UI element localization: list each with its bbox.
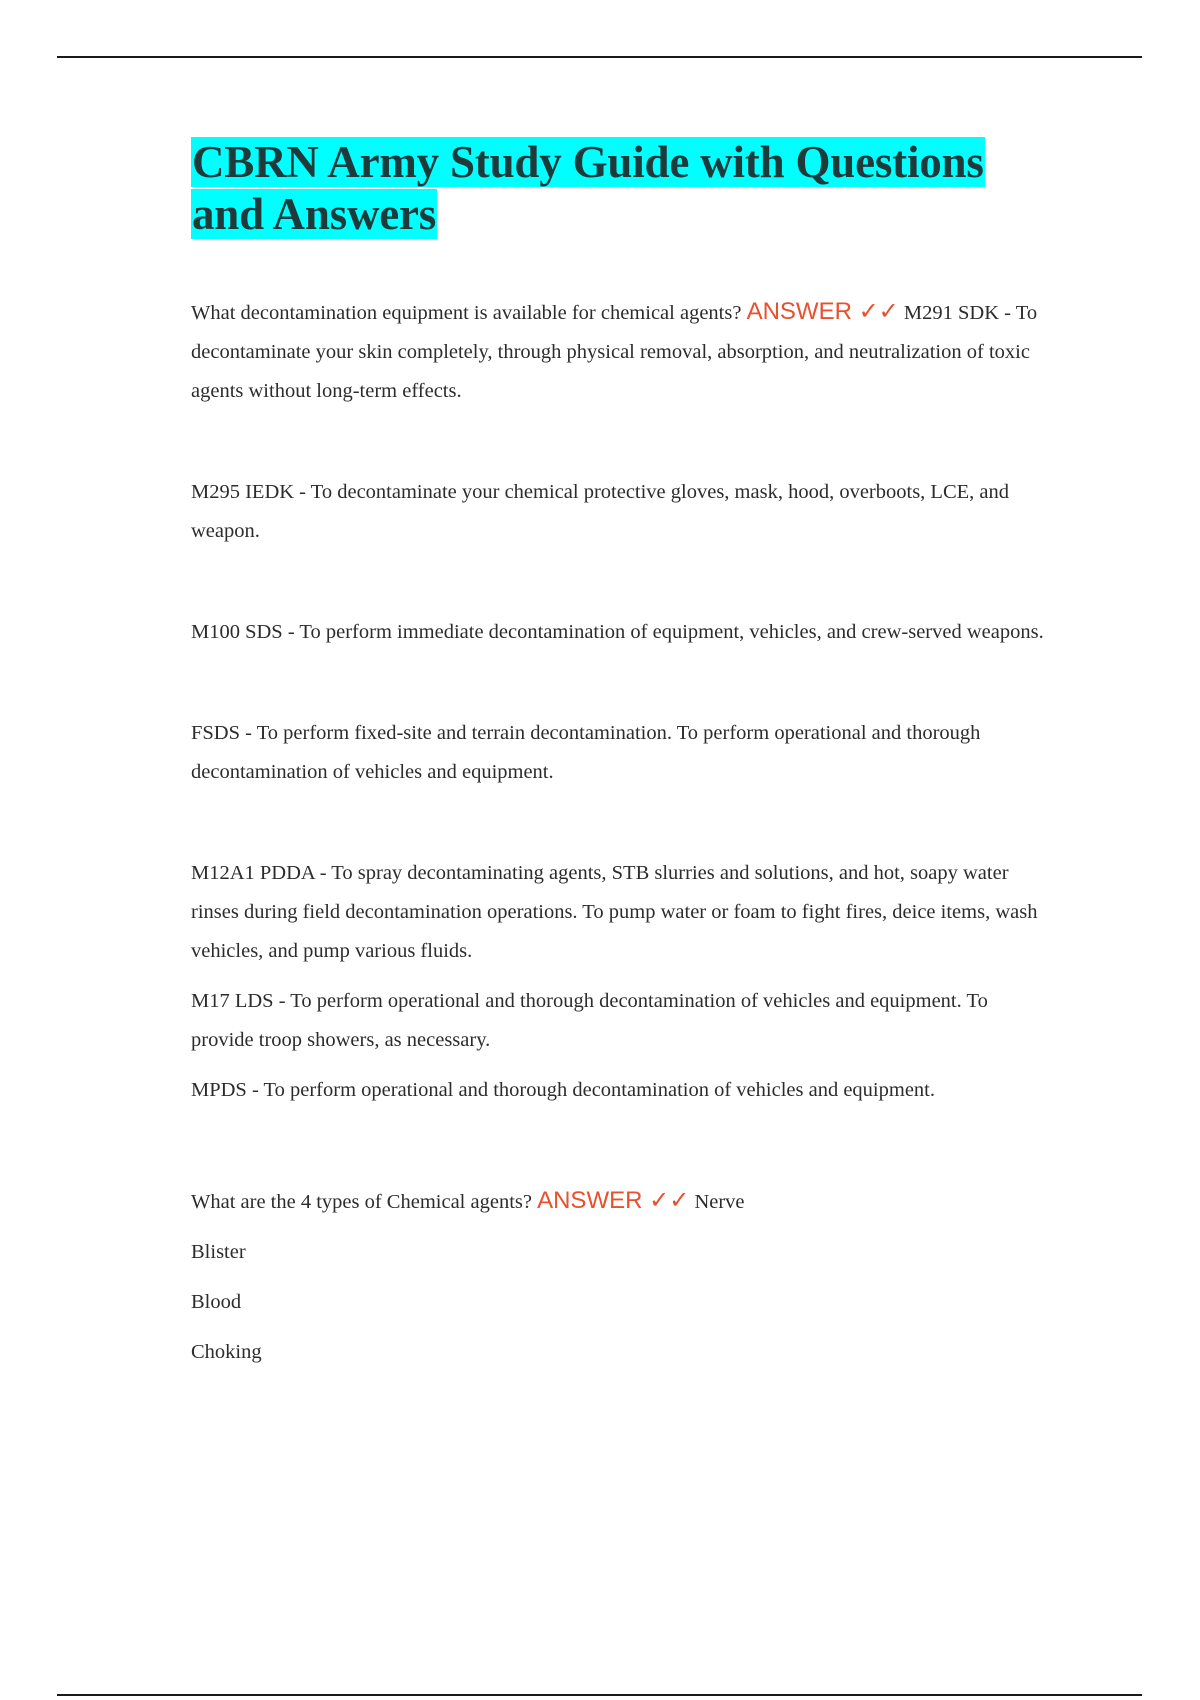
answer-2-item: Choking: [191, 1341, 262, 1363]
question-2-text: What are the 4 types of Chemical agents?: [191, 1191, 532, 1213]
answer-1-item: MPDS - To perform operational and thorough decontamination of vehicles and equipment.: [191, 1079, 935, 1101]
answer-1-item: M12A1 PDDA - To spray decontaminating agents, STB slurries and solutions, and hot, soapy water rinses during field decontamination operations. To pump water or foam to fight fires, deice items, wash vehicles, and pump various fluids.: [191, 862, 1038, 962]
question-1-text: What decontamination equipment is available for chemical agents?: [191, 302, 742, 324]
answer-label-1: ANSWER ✓✓: [746, 298, 899, 325]
answer-1-item: M17 LDS - To perform operational and thorough decontamination of vehicles and equipment. To provide troop showers, as necessary.: [191, 990, 988, 1051]
top-rule: [57, 56, 1142, 58]
document-title: [191, 136, 1051, 240]
title-text: CBRN Army Study Guide with Questions and Answers: [192, 137, 984, 239]
bottom-rule: [57, 1694, 1142, 1696]
answer-label-2: ANSWER ✓✓: [537, 1187, 690, 1214]
answer-2-item: Blister: [191, 1241, 246, 1263]
question-1: [191, 292, 1051, 411]
answer-1-item: M100 SDS - To perform immediate decontamination of equipment, vehicles, and crew-served weapons.: [191, 621, 1044, 643]
answer-2-item: Blood: [191, 1291, 242, 1313]
document-body: [191, 136, 1051, 1372]
question-2: [191, 1181, 1051, 1222]
answer-1-text: M291 SDK - To decontaminate your skin completely, through physical removal, absorption, and neutralization of toxic agents without long-term effects.: [191, 302, 1038, 402]
answer-1-item: FSDS - To perform fixed-site and terrain decontamination. To perform operational and thorough decontamination of vehicles and equipment.: [191, 722, 981, 783]
answer-1-item: M295 IEDK - To decontaminate your chemical protective gloves, mask, hood, overboots, LCE, and weapon.: [191, 481, 1009, 542]
answer-2-text: Nerve: [694, 1191, 745, 1213]
